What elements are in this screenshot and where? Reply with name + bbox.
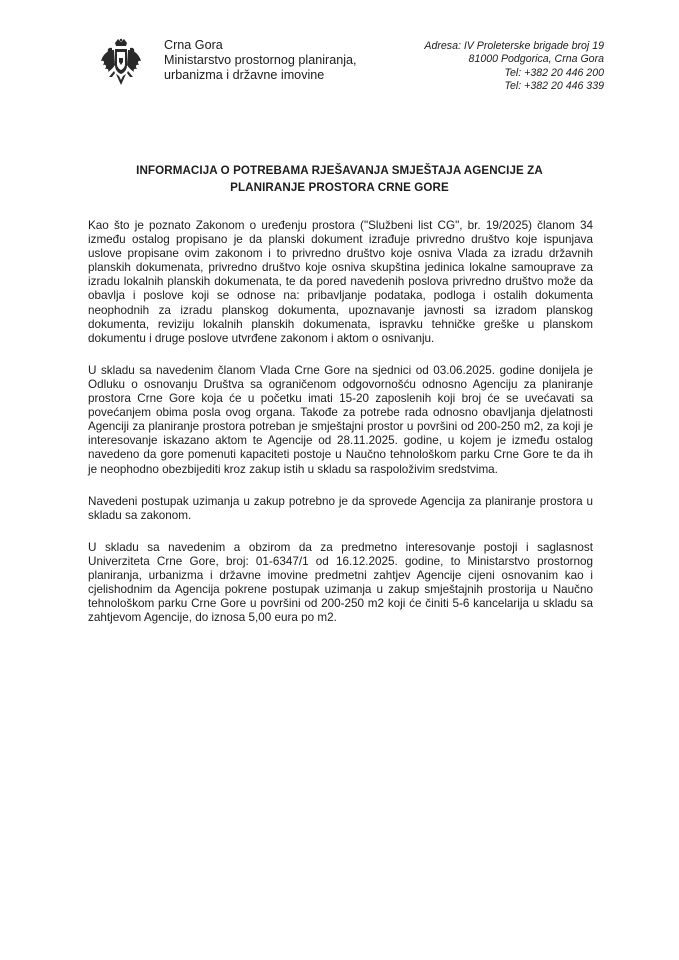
address-phone-2: Tel: +382 20 446 339: [504, 80, 604, 93]
institution-line-country: Crna Gora: [164, 38, 223, 52]
address-phone-1: Tel: +382 20 446 200: [504, 66, 604, 79]
address-street: Adresa: IV Proleterske brigade broj 19: [424, 40, 604, 52]
title-line-1: INFORMACIJA O POTREBAMA RJEŠAVANJA SMJEŠTAJA AGENCIJE ZA: [136, 164, 543, 177]
paragraph-procedure: Navedeni postupak uzimanja u zakup potrebno je da sprovede Agencija za planiranje prostora u skladu sa zakonom.: [88, 494, 593, 522]
document-body: [88, 219, 593, 643]
institution-name: [164, 38, 357, 84]
institution-line-ministry: Ministarstvo prostornog planiranja,: [164, 53, 357, 68]
document-title: [80, 163, 599, 196]
coat-of-arms-icon: [100, 38, 142, 88]
institution-line-ministry-cont: urbanizma i državne imovine: [164, 68, 325, 83]
paragraph-government-decision: U skladu sa navedenim članom Vlada Crne Gore na sjednici od 03.06.2025. godine donijela je Odluku o osnovanju Društva sa ograničenom odgovornošću odnosno Agenciju za planiranje prostora Crne Gore koja će u početku imati 15-20 zaposlenih koji broj će se uvećavati sa povećanjem obima posla ovog organa. Takođe za potrebe rada odnosno obavljanja djelatnosti Agenciji za planiranje prostora potreban je smještajni prostor u površini od 200-250 m2, za koji je interesovanje iskazano aktom te Agencije od 28.11.2025. godine, u kojem je između ostalog navedeno da gore pomenuti kapaciteti postoje u Naučno tehnološkom parku Crne Gore te da ih je neophodno obezbijediti kroz zakup istih u skladu sa raspoloživim sredstvima.: [88, 363, 593, 476]
paragraph-conclusion: U skladu sa navedenim a obzirom da za predmetno interesovanje postoji i saglasnost Univerziteta Crne Gore, broj: 01-6347/1 od 16.12.2025. godine, to Ministarstvo prostornog planiranja, urbanizma i državne imovine predmetni zahtjev Agencije cijeni osnovanim kao i cjelishodnim da Agencija pokrene postupak uzimanja u zakup smještajnih prostorija u Naučno tehnološkom parku Crne Gore u površini od 200-250 m2 koji će činiti 5-6 kancelarija u skladu sa zahtjevom Agencije, do iznosa 5,00 eura po m2.: [88, 540, 593, 625]
title-line-2: PLANIRANJE PROSTORA CRNE GORE: [230, 180, 449, 194]
paragraph-law: Kao što je poznato Zakonom o uređenju prostora ("Službeni list CG", br. 19/2025) članom 34 između ostalog propisano je da planski dokument izrađuje privredno društvo koje ispunjava uslove propisane ovim zakonom i to privredno društvo koje osniva Vlada za izradu državnih planskih dokumenata, privredno društvo koje osniva skupština jedinica lokalne samouprave za izradu lokalnih planskih dokumenata, te da pored navedenih poslova privredno društvo može da obavlja i poslove koji se odnose na: pribavljanje podataka, podloga i ostalih dokumenta neophodnih za izradu planskog dokumenta, upoznavanje javnosti sa izradom planskog dokumenta, reviziju lokalnih planskih dokumenata, ispravku tehničke greške u planskom dokumentu i druge poslove utvrđene zakonom i aktom o osnivanju.: [88, 219, 593, 345]
address-city: 81000 Podgorica, Crna Gora: [468, 53, 604, 66]
contact-address: [424, 40, 604, 94]
